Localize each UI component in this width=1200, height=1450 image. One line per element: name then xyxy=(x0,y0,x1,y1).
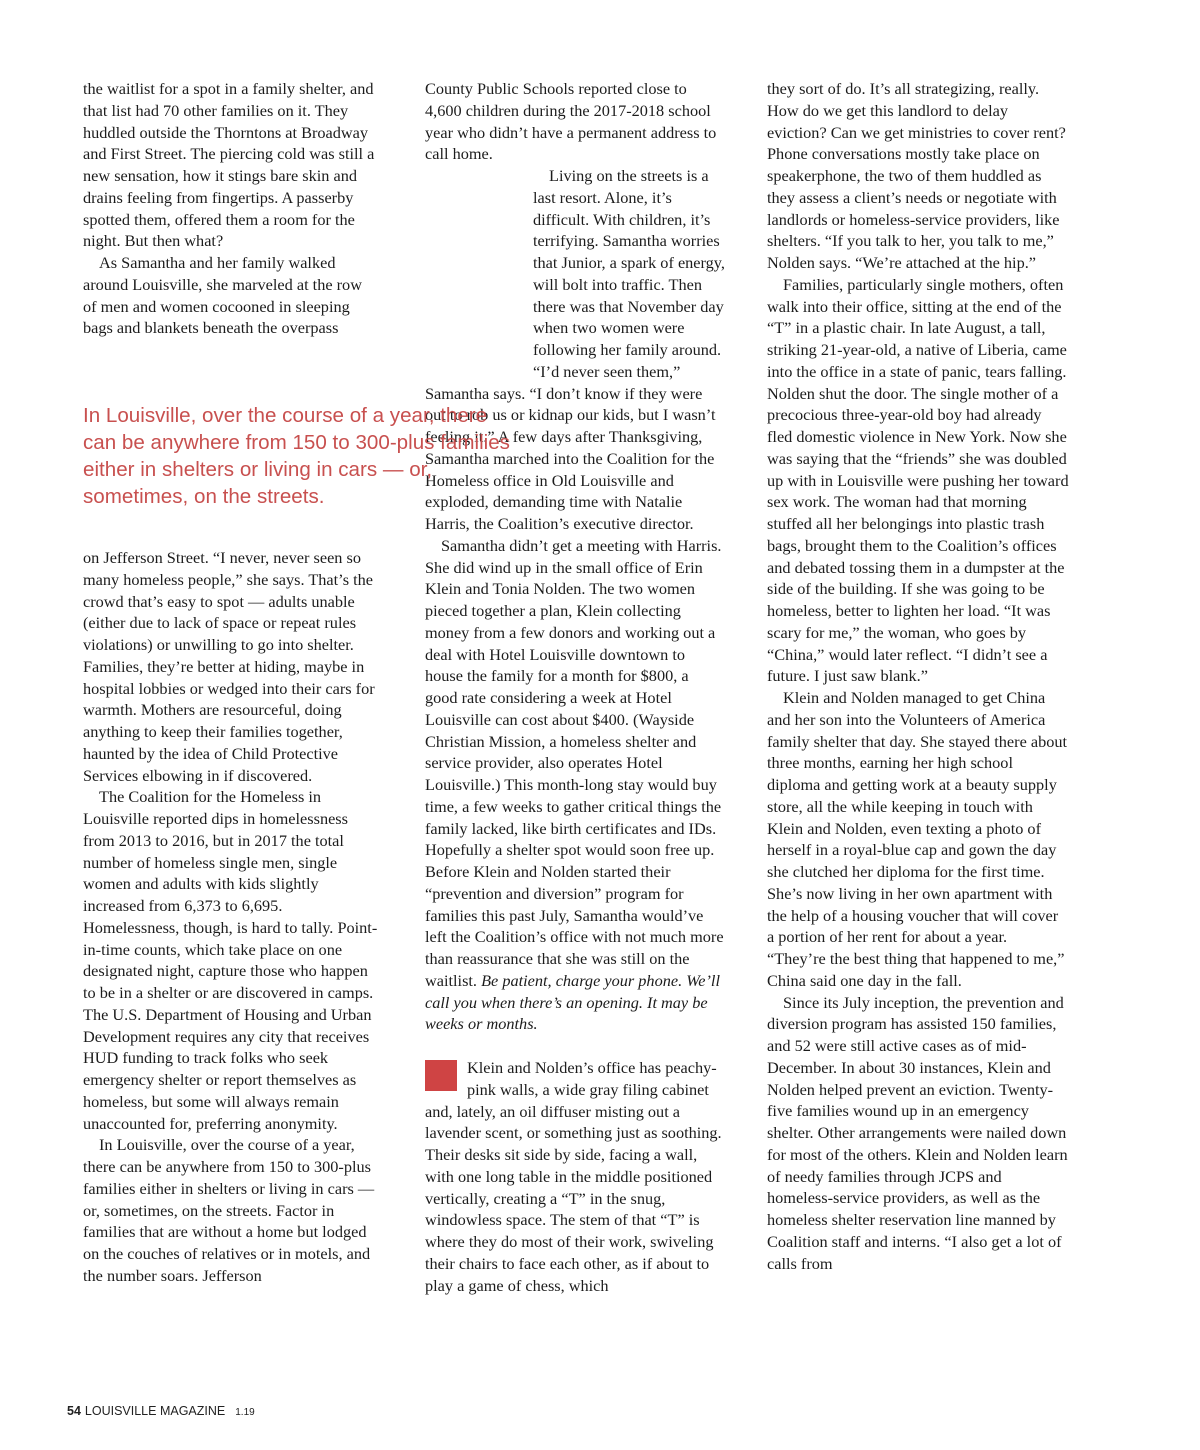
paragraph-text: Samantha didn’t get a meeting with Harris. She did wind up in the small office of Erin Klein and Tonia Nolden. The two women pieced together a plan, Klein collecting money from a few donors and working out a deal with Hotel Louisville downtown to house the family for a month for $800, a good rate considering a week at Hotel Louisville can cost about $400. (Wayside Christian Mission, a homeless shelter and service provider, also operates Hotel Louisville.) This month-long stay would buy time, a few weeks to gather critical things the family lacked, like birth certificates and IDs. Hopefully a shelter spot would soon free up. Before Klein and Nolden started their “prevention and diversion” program for families this past July, Samantha would’ve left the Coalition’s office with not much more than reassurance that she was still on the waitlist. xyxy=(425,535,724,990)
paragraph: Families, particularly single mothers, often walk into their office, sitting at the end of the “T” in a plastic chair. In late August, a tall, striking 21-year-old, a native of Liberia, came into the office in a state of panic, tears falling. Nolden shut the door. The single mother of a precocious three-year-old boy had already fled domestic violence in New York. Now she was saying that the “friends” she was doubled up with in Louisville were pushing her toward sex work. The woman had that morning stuffed all her belongings into plastic trash bags, brought them to the Coalition’s offices and debated tossing them in a dumpster at the side of the building. If she was going to be homeless, better to lighten her load. “It was scary for me,” the woman, who goes by “China,” would later reflect. “I didn’t see a future. I just saw blank.” xyxy=(767,274,1069,686)
pull-quote-wrap-space xyxy=(425,165,533,363)
paragraph xyxy=(425,535,725,1035)
paragraph-text: Klein and Nolden’s office has peachy-pink walls, a wide gray filing cabinet and, lately, an oil diffuser misting out a lavender scent, or something just as soothing. Their desks sit side by side, facing a wall, with one long table in the middle positioned vertically, creating a “T” in the snug, windowless space. The stem of that “T” is where they do most of their work, swiveling their chairs to face each other, as if about to play a game of chess, which xyxy=(425,1058,722,1295)
page-footer xyxy=(67,1404,255,1418)
article-column-3 xyxy=(767,78,1069,1274)
paragraph: The Coalition for the Homeless in Louisville reported dips in homelessness from 2013 to 2016, but in 2017 the total number of homeless single men, single women and adults with kids slightly increased from 6,373 to 6,695. Homelessness, though, is hard to tally. Point-in-time counts, which take place on one designated night, capture those who happen to be in a shelter or are discovered in camps. The U.S. Department of Housing and Urban Development requires any city that receives HUD funding to track folks who seek emergency shelter or report themselves as homeless, but some will always remain unaccounted for, preferring anonymity. xyxy=(83,787,378,1133)
publication-name: LOUISVILLE MAGAZINE xyxy=(84,1404,226,1418)
paragraph: Klein and Nolden managed to get China and her son into the Volunteers of America family shelter that day. She stayed there about three months, earning her high school diploma and getting work at a beauty supply store, all the while keeping in touch with Klein and Nolden, even texting a photo of herself in a royal-blue cap and gown the day she clutched her diploma for the first time. She’s now living in her own apartment with the help of a housing voucher that will cover a portion of her rent for about a year. “They’re the best thing that happened to me,” China said one day in the fall. xyxy=(767,688,1068,990)
paragraph: they sort of do. It’s all strategizing, really. How do we get this landlord to delay eviction? Can we get ministries to cover rent? Phone conversations mostly take place on speakerphone, the two of them huddled as they assess a client’s needs or negotiate with landlords or homeless-service providers, like shelters. “If you talk to her, you talk to me,” Nolden says. “We’re attached at the hip.” xyxy=(767,79,1066,272)
page-number: 54 xyxy=(67,1404,81,1418)
paragraph-text: Living on the streets is a last resort. Alone, it’s difficult. With children, it’s terrifying. Samantha worries that Junior, a spark of energy, will bolt into traffic. Then there was that November day when two women were following her family around. “I’d never seen them,” Samantha says. “I don’t know if they were out to rob us or kidnap our kids, but I wasn’t feeling it.” A few days after Thanksgiving, Samantha marched into the Coalition for the Homeless office in Old Louisville and exploded, demanding time with Natalie Harris, the Coalition’s executive director. xyxy=(425,166,725,533)
section-break xyxy=(425,1035,725,1057)
paragraph-section-start xyxy=(425,1057,725,1296)
paragraph: As Samantha and her family walked around Louisville, she marveled at the row of men and women cocooned in sleeping bags and blankets beneath the overpass xyxy=(83,253,362,338)
paragraph: the waitlist for a spot in a family shelter, and that list had 70 other families on it. They huddled outside the Thorntons at Broadway and First Street. The piercing cold was still a new sensation, how it stings bare skin and drains feeling from fingertips. A passerby spotted them, offered them a room for the night. But then what? xyxy=(83,79,375,251)
paragraph: In Louisville, over the course of a year, there can be anywhere from 150 to 300-plus families either in shelters or living in cars — or, sometimes, on the streets. Factor in families that are without a home but lodged on the couches of relatives or in motels, and the number soars. Jefferson xyxy=(83,1135,375,1285)
paragraph: on Jefferson Street. “I never, never seen so many homeless people,” she says. That’s the crowd that’s easy to spot — adults unable (either due to lack of space or repeat rules violations) or unwilling to go into shelter. Families, they’re better at hiding, maybe in hospital lobbies or wedged into their cars for warmth. Mothers are resourceful, doing anything to keep their families together, haunted by the idea of Child Protective Services elbowing in if discovered. xyxy=(83,548,375,785)
paragraph: Since its July inception, the prevention and diversion program has assisted 150 families, and 52 were still active cases as of mid-December. In about 30 instances, Klein and Nolden helped prevent an eviction. Twenty-five families wound up in an emergency shelter. Other arrangements were nailed down for most of the others. Klein and Nolden learn of needy families through JCPS and homeless-service providers, as well as the homeless shelter reservation line manned by Coalition staff and interns. “I also get a lot of calls from xyxy=(767,992,1068,1273)
article-column-1 xyxy=(83,78,379,1287)
paragraph: County Public Schools reported close to 4,600 children during the 2017-2018 school year who didn’t have a permanent address to call home. xyxy=(425,79,717,164)
italic-quote: Be patient, charge your phone. We’ll call you when there’s an opening. It may be weeks or months. xyxy=(425,970,720,1034)
article-column-2 xyxy=(425,78,725,1296)
section-marker-square xyxy=(425,1060,457,1091)
pull-quote: In Louisville, over the course of a year, there can be anywhere from 150 to 300-plus families either in shelters or living in cars — or, sometimes, on the streets. xyxy=(83,404,510,508)
issue-date: 1.19 xyxy=(235,1407,255,1418)
